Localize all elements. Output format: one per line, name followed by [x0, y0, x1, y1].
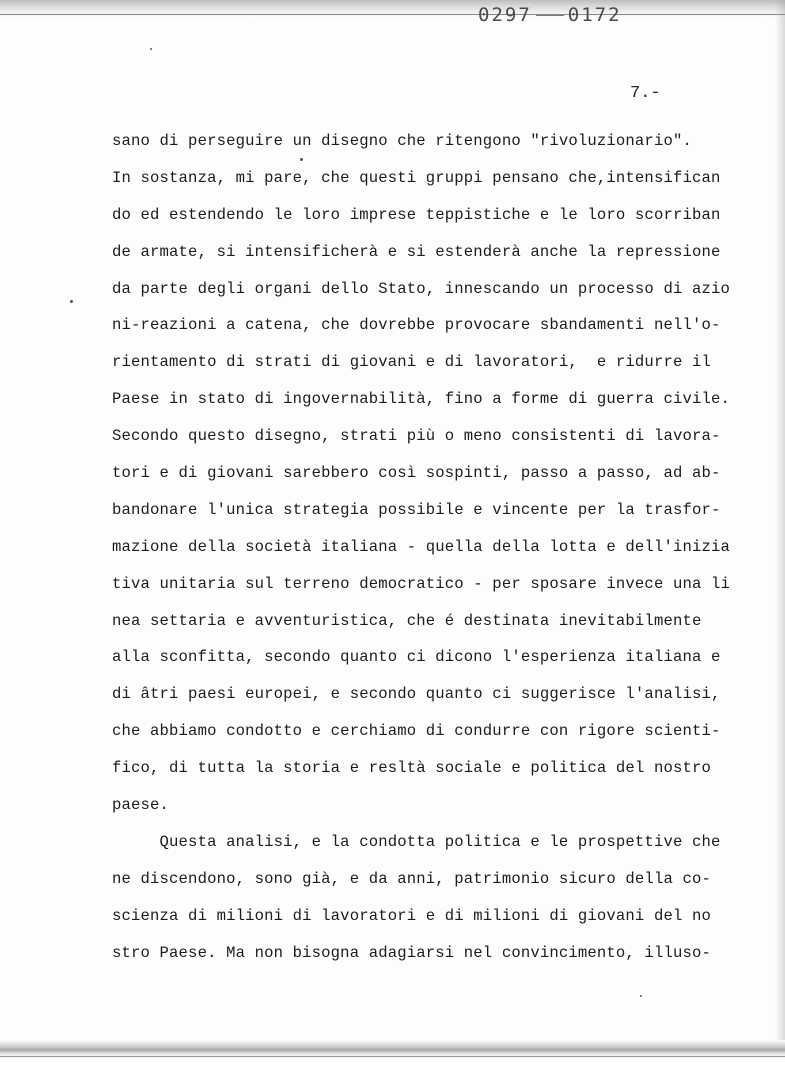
- archive-number: [478, 4, 622, 26]
- text-line: di âtri paesi europei, e secondo quanto ci suggerisce l'analisi,: [112, 685, 721, 704]
- text-line: paese.: [112, 796, 170, 815]
- text-line: Paese in stato di ingovernabilità, fino a forme di guerra civile.: [112, 390, 731, 409]
- text-line: Secondo questo disegno, strati più o meno consistenti di lavora-: [112, 427, 721, 446]
- text-line: rientamento di strati di giovani e di lavoratori, e ridurre il: [112, 353, 711, 372]
- text-line: ni-reazioni a catena, che dovrebbe provocare sbandamenti nell'o-: [112, 316, 721, 335]
- text-line: tori e di giovani sarebbero così sospinti, passo a passo, ad ab-: [112, 464, 721, 483]
- scan-speck: [300, 158, 303, 161]
- scan-top-edge: [0, 0, 785, 18]
- scan-speck: [640, 995, 642, 997]
- text-line: fico, di tutta la storia e resltà sociale e politica del nostro: [112, 759, 711, 778]
- archive-number-part-2: 0172: [567, 4, 622, 26]
- scan-right-edge: [775, 0, 785, 1080]
- scan-top-line: [0, 14, 785, 15]
- text-line: In sostanza, mi pare, che questi gruppi pensano che,intensifican: [112, 168, 721, 187]
- scan-speck: [70, 300, 73, 303]
- archive-number-part-1: 0297: [478, 4, 532, 26]
- text-line: mazione della società italiana - quella della lotta e dell'inizia: [112, 537, 731, 556]
- typewritten-text: [112, 127, 752, 975]
- text-line: bandonare l'unica strategia possibile e vincente per la trasfor-: [112, 500, 721, 519]
- text-line: nea settaria e avventuristica, che é destinata inevitabilmente: [112, 611, 702, 630]
- text-line: stro Paese. Ma non bisogna adagiarsi nel convincimento, illuso-: [112, 943, 711, 962]
- text-line: da parte degli organi dello Stato, innescando un processo di azio: [112, 279, 731, 298]
- page-number: 7.-: [630, 84, 661, 103]
- text-line: ne discendono, sono già, e da anni, patrimonio sicuro della co-: [112, 869, 711, 888]
- text-line: scienza di milioni di lavoratori e di milioni di giovani del no: [112, 906, 711, 925]
- text-line: do ed estendendo le loro imprese teppistiche e le loro scorriban: [112, 205, 721, 224]
- text-line: Questa analisi, e la condotta politica e le prospettive che: [112, 832, 721, 851]
- scan-bottom-line: [0, 1056, 785, 1057]
- text-line: che abbiamo condotto e cerchiamo di condurre con rigore scienti-: [112, 722, 721, 741]
- archive-number-separator: [536, 15, 564, 16]
- scan-speck: [150, 48, 152, 50]
- text-line: sano di perseguire un disegno che ritengono "rivoluzionario".: [112, 132, 692, 150]
- text-line: de armate, si intensificherà e si estenderà anche la repressione: [112, 242, 721, 261]
- scan-bottom-edge: [0, 1040, 785, 1080]
- text-line: tiva unitaria sul terreno democratico - per sposare invece una li: [112, 574, 731, 593]
- text-line: alla sconfitta, secondo quanto ci dicono l'esperienza italiana e: [112, 648, 721, 667]
